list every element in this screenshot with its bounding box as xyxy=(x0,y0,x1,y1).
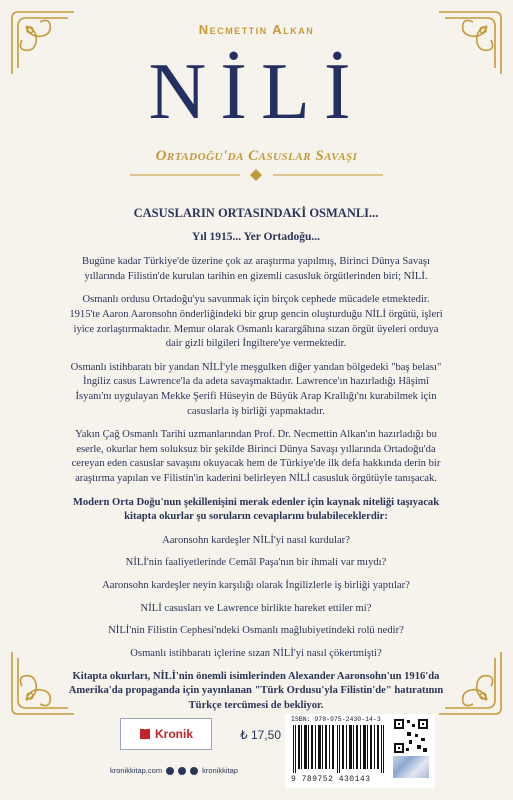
question-item: Aaronsohn kardeşler NİLİ'yi nasıl kurdular? xyxy=(162,534,350,546)
publisher-name: Kronik xyxy=(154,727,193,741)
barcode-icon xyxy=(291,725,391,773)
question-item: NİLİ'nin faaliyetlerinde Cemâl Paşa'nın bir ihmali var mıydı? xyxy=(125,557,387,569)
closing-note: Kitapta okurları, NİLİ'nin önemli isimlerinden Alexander Aaronsohn'un 1916'da Amerika'da propaganda için yayınlanan "Türk Ordusu'yla Filistin'de" hatıratının Türkçe tercümesi de bekliyor. xyxy=(68,670,444,711)
price-label: ₺ 17,50 xyxy=(240,728,281,742)
blurb-paragraph: Bugüne kadar Türkiye'de üzerine çok az araştırma yapılmış, Birinci Dünya Savaşı yıllarında Filistin'de kurulan tarihin en gizemli casusluk örgütlerinden biri; NİLİ. xyxy=(82,256,430,282)
book-title: NİLİ xyxy=(148,48,365,136)
qr-code-icon xyxy=(393,718,429,754)
blurb-heading: CASUSLARIN ORTASINDAKİ OSMANLI... xyxy=(133,206,379,220)
instagram-icon xyxy=(190,767,198,775)
question-item: NİLİ'nin Filistin Cephesi'ndeki Osmanlı mağlubiyetindeki rolü nedir? xyxy=(108,625,404,637)
title-divider xyxy=(130,168,383,182)
blurb-paragraph: Osmanlı istihbaratı bir yandan NİLİ'yle meşgulken diğer yandan bölgedeki "baş belası" İngiliz casus Lawrence'la da adeta savaşmaktadır. Lawrence'ın hazırladığı Hâşimî İsyanı'nı uygulayan Mekke Şerifi Hüseyin de Büyük Arap Krallığı'nı kurabilmek için casuslarla iş birliği yapmaktadır. xyxy=(70,361,442,417)
book-subtitle: Ortadoğu'da Casuslar Savaşı xyxy=(155,148,358,164)
question-item: NİLİ casusları ve Lawrence birlikte hareket ettiler mi? xyxy=(140,602,372,614)
facebook-icon xyxy=(178,767,186,775)
isbn-label: ISBN: 978-975-2430-14-3 xyxy=(291,716,381,723)
back-cover-text xyxy=(66,205,446,722)
bottom-info-bar xyxy=(110,718,440,790)
question-item: Osmanlı istihbaratı içlerine sızan NİLİ'yi nasıl çökertmişti? xyxy=(130,647,382,659)
barcode-block xyxy=(285,714,435,788)
twitter-icon xyxy=(166,767,174,775)
questions-intro: Modern Orta Doğu'nun şekillenişini merak edenler için kaynak niteliği taşıyacak kitapta okurlar şu soruların cevaplarını bulabileceklerdir: xyxy=(72,496,440,523)
question-item: Aaronsohn kardeşler neyin karşılığı olarak İngilizlerle iş birliği yaptılar? xyxy=(102,580,410,592)
hologram-sticker xyxy=(393,756,429,778)
publisher-website: kronikkitap.com xyxy=(110,766,163,775)
book-icon xyxy=(139,727,151,741)
publisher-logo xyxy=(120,718,212,750)
blurb-paragraph: Osmanlı ordusu Ortadoğu'yu savunmak için birçok cephede mücadele etmektedir. 1915'te Aaron Aaronsohn önderliğindeki bir grup gencin oluşturduğu NİLİ örgütü, işleri iyice zorlaştırmaktadır. Memur olarak Osmanlı karargâhına sızan örgüt üyeleri orduya dair gizli bilgileri İngiltere'ye vermektedir. xyxy=(69,294,443,350)
publisher-social-handle: kronikkitap xyxy=(202,766,238,775)
blurb-paragraph: Yakın Çağ Osmanlı Tarihi uzmanlarından Prof. Dr. Necmettin Alkan'ın hazırladığı bu eserle, okurlar hem soluksuz bir şekilde Birinci Dünya Savaşı yıllarında Ortadoğu'da cereyan eden casuslar savaşını okuyacak hem de Türkiye'de ilk defa hakkında derin bir araştırma yapılan ve Filistin'in kaderini belirleyen NİLİ casusluk örgütüyle tanışacak. xyxy=(71,429,441,485)
author-name: Necmettin Alkan xyxy=(198,22,315,37)
blurb-subheading: Yıl 1915... Yer Ortadoğu... xyxy=(191,231,321,244)
barcode-number: 9 789752 430143 xyxy=(291,775,371,784)
